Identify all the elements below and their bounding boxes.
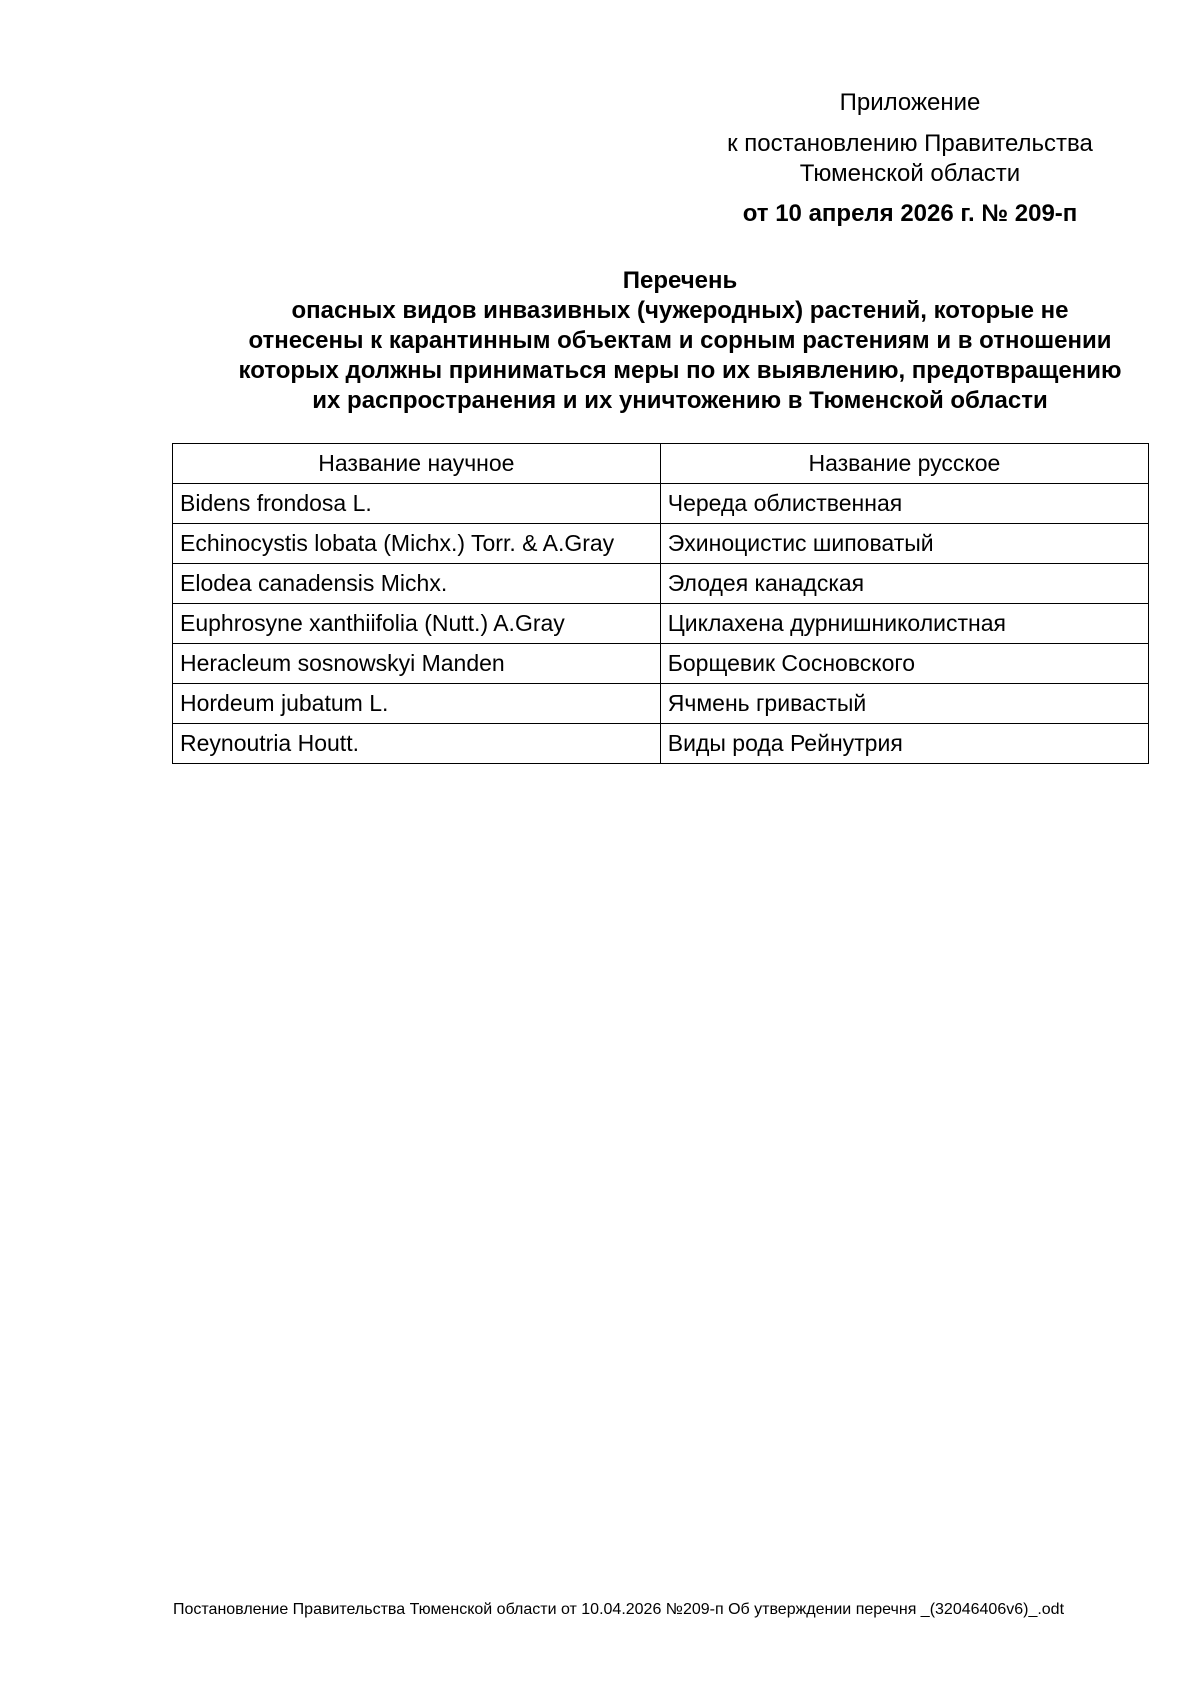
header-scientific-name: Название научное bbox=[173, 444, 661, 484]
title-line-4: которых должны приниматься меры по их выявлению, предотвращению bbox=[238, 357, 1122, 384]
appendix-title: Приложение bbox=[839, 89, 981, 116]
russian-name-cell: Циклахена дурнишниколистная bbox=[660, 604, 1148, 644]
table-row bbox=[173, 724, 1149, 764]
russian-name-cell: Череда облиственная bbox=[660, 484, 1148, 524]
russian-name-cell: Виды рода Рейнутрия bbox=[660, 724, 1148, 764]
russian-name-cell: Борщевик Сосновского bbox=[660, 644, 1148, 684]
table-row bbox=[173, 484, 1149, 524]
table-row bbox=[173, 524, 1149, 564]
table-row bbox=[173, 684, 1149, 724]
species-table bbox=[172, 443, 1149, 764]
scientific-name-cell: Elodea canadensis Michx. bbox=[173, 564, 661, 604]
title-line-5: их распространения и их уничтожению в Тюменской области bbox=[312, 387, 1048, 414]
appendix-ref-line-2: Тюменской области bbox=[799, 160, 1021, 187]
appendix-heading bbox=[700, 88, 1120, 118]
russian-name-cell: Эхиноцистис шиповатый bbox=[660, 524, 1148, 564]
scientific-name-cell: Hordeum jubatum L. bbox=[173, 684, 661, 724]
scientific-name-cell: Bidens frondosa L. bbox=[173, 484, 661, 524]
appendix-date-text: от 10 апреля 2026 г. № 209-п bbox=[742, 200, 1078, 227]
scientific-name-cell: Echinocystis lobata (Michx.) Torr. & A.Gray bbox=[173, 524, 661, 564]
document-title bbox=[160, 266, 1200, 416]
scientific-name-cell: Euphrosyne xanthiifolia (Nutt.) A.Gray bbox=[173, 604, 661, 644]
title-line-1: Перечень bbox=[622, 267, 738, 294]
scientific-name-cell: Reynoutria Houtt. bbox=[173, 724, 661, 764]
appendix-date bbox=[700, 199, 1120, 229]
title-line-2: опасных видов инвазивных (чужеродных) растений, которые не bbox=[291, 297, 1069, 324]
table-row bbox=[173, 564, 1149, 604]
russian-name-cell: Элодея канадская bbox=[660, 564, 1148, 604]
document-footer: Постановление Правительства Тюменской области от 10.04.2026 №209-п Об утверждении перечня _(32046406v6)_.odt bbox=[173, 1601, 1065, 1618]
appendix-ref-line-1: к постановлению Правительства bbox=[727, 130, 1093, 157]
title-line-3: отнесены к карантинным объектам и сорным растениям и в отношении bbox=[248, 327, 1112, 354]
scientific-name-cell: Heracleum sosnowskyi Manden bbox=[173, 644, 661, 684]
russian-name-cell: Ячмень гривастый bbox=[660, 684, 1148, 724]
header-russian-name: Название русское bbox=[660, 444, 1148, 484]
table-row bbox=[173, 644, 1149, 684]
table-header-row bbox=[173, 444, 1149, 484]
appendix-reference bbox=[700, 129, 1120, 189]
table-row bbox=[173, 604, 1149, 644]
